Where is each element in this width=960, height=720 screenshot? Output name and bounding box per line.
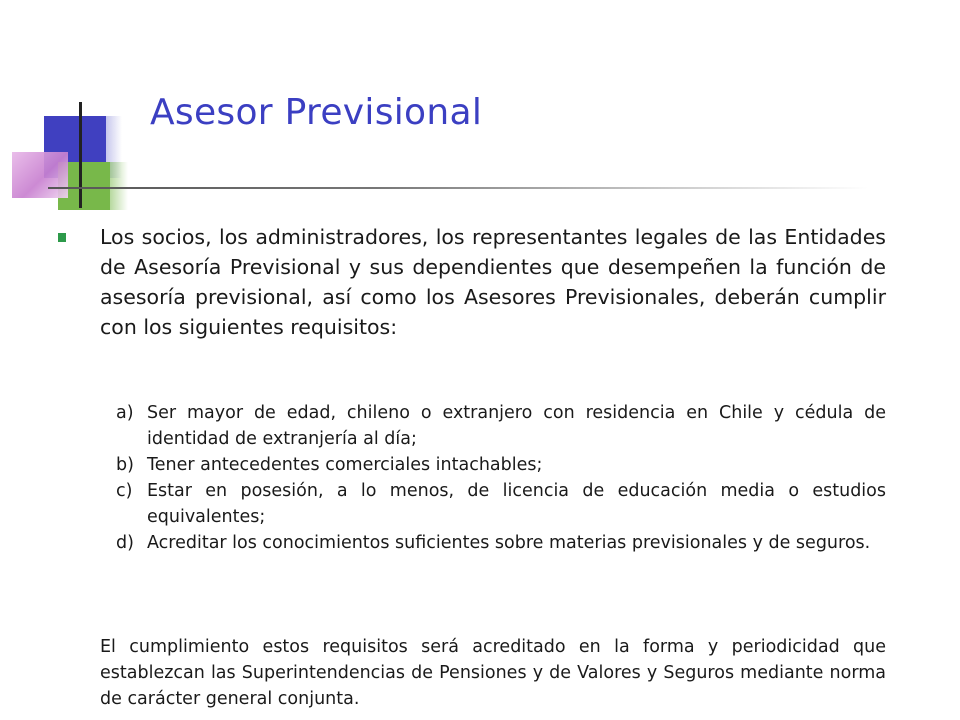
logo-vertical-line xyxy=(79,102,82,208)
requirement-marker: a) xyxy=(116,403,134,423)
intro-paragraph: Los socios, los administradores, los representantes legales de las Entidades de Asesoría Previsional y sus dependientes que desempeñen la función de asesoría previsional, así como los Asesores Previsionales, deberán cumplir con los siguientes requisitos: xyxy=(100,225,886,339)
closing-paragraph: El cumplimiento estos requisitos será acreditado en la forma y periodicidad que establezcan las Superintendencias de Pensiones y de Valores y Seguros mediante norma de carácter general conjunta. xyxy=(100,637,886,709)
logo-pink-square xyxy=(12,152,68,198)
title-underline xyxy=(48,187,868,189)
square-bullet-icon xyxy=(58,233,66,242)
requirement-marker: d) xyxy=(116,533,134,553)
requirement-item xyxy=(116,452,886,478)
requirement-item xyxy=(116,530,886,556)
requirement-text: Acreditar los conocimientos suficientes sobre materias previsionales y de seguros. xyxy=(147,533,871,553)
requirement-text: Tener antecedentes comerciales intachables; xyxy=(147,455,543,475)
requirement-item xyxy=(116,478,886,530)
logo-green-fade xyxy=(106,162,128,210)
requirement-text: Estar en posesión, a lo menos, de licencia de educación media o estudios equivalentes; xyxy=(147,481,886,527)
requirement-marker: b) xyxy=(116,455,134,475)
requirement-marker: c) xyxy=(116,481,133,501)
requirement-text: Ser mayor de edad, chileno o extranjero con residencia en Chile y cédula de identidad de extranjería al día; xyxy=(147,403,886,449)
requirement-item xyxy=(116,400,886,452)
requirements-list xyxy=(116,400,886,556)
slide-title: Asesor Previsional xyxy=(150,92,483,133)
